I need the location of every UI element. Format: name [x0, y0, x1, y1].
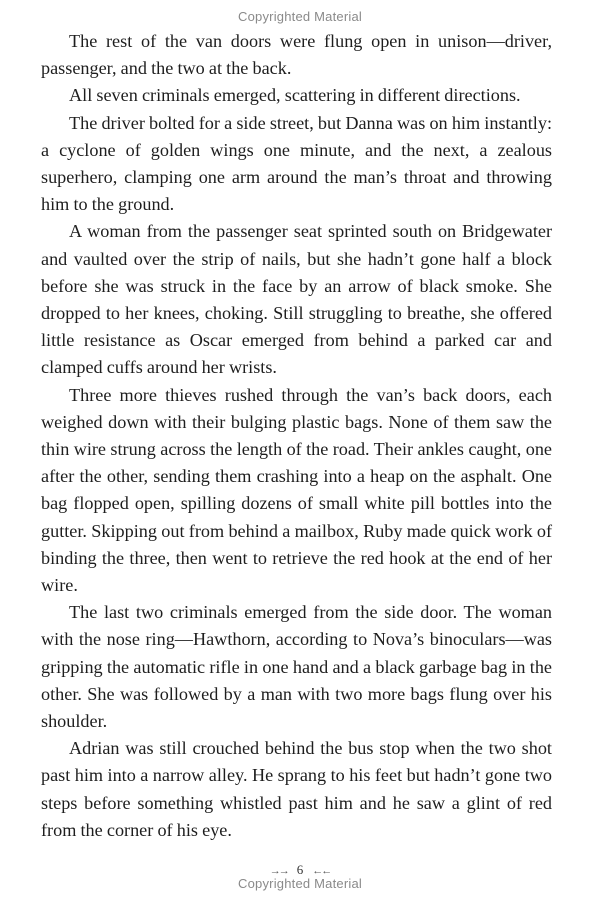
paragraph: Adrian was still crouched behind the bus stop when the two shot past him into a narrow alley. He sprang to his feet but hadn’t gone two steps before something whistled past him and he saw a glint of red from the corner of his eye.: [41, 738, 552, 840]
paragraph: All seven criminals emerged, scattering in different directions.: [69, 85, 521, 106]
paragraph: A woman from the passenger seat sprinted south on Bridgewater and vaulted over the strip of nails, but she hadn’t gone half a block before she was struck in the face by an arrow of black smoke. She dropped to her knees, choking. Still struggling to breathe, she offered little resistance as Oscar emerged from behind a parked car and clamped cuffs around her wrists.: [41, 221, 552, 378]
paragraph: The driver bolted for a side street, but Danna was on him instantly: a cyclone of golden wings one minute, and the next, a zealous superhero, clamping one arm around the man’s throat and throwing him to the ground.: [41, 112, 552, 215]
paragraph: The rest of the van doors were flung open in unison—driver, passenger, and the two at the back.: [41, 31, 552, 79]
paragraph: The last two criminals emerged from the side door. The woman with the nose ring—Hawthorn, according to Nova’s binoculars—was gripping the automatic rifle in one hand and a black garbage bag in the other. She was followed by a man with two more bags flung over his shoulder.: [41, 602, 552, 732]
copyright-watermark-bottom: Copyrighted Material: [238, 876, 362, 891]
copyright-watermark-top: Copyrighted Material: [238, 9, 362, 24]
paragraph: Three more thieves rushed through the van’s back doors, each weighed down with their bulging plastic bags. None of them saw the thin wire strung across the length of the road. Their ankles caught, one after the other, sending them crashing into a heap on the asphalt. One bag flopped open, spilling dozens of small white pill bottles into the gutter. Skipping out from behind a mailbox, Ruby made quick work of binding the three, then went to retrieve the red hook at the end of her wire.: [41, 384, 552, 596]
body-text: [41, 28, 552, 844]
page-number: 6: [296, 862, 304, 877]
ornament-left-icon: →→: [269, 865, 288, 877]
ornament-right-icon: ←←: [312, 865, 331, 877]
